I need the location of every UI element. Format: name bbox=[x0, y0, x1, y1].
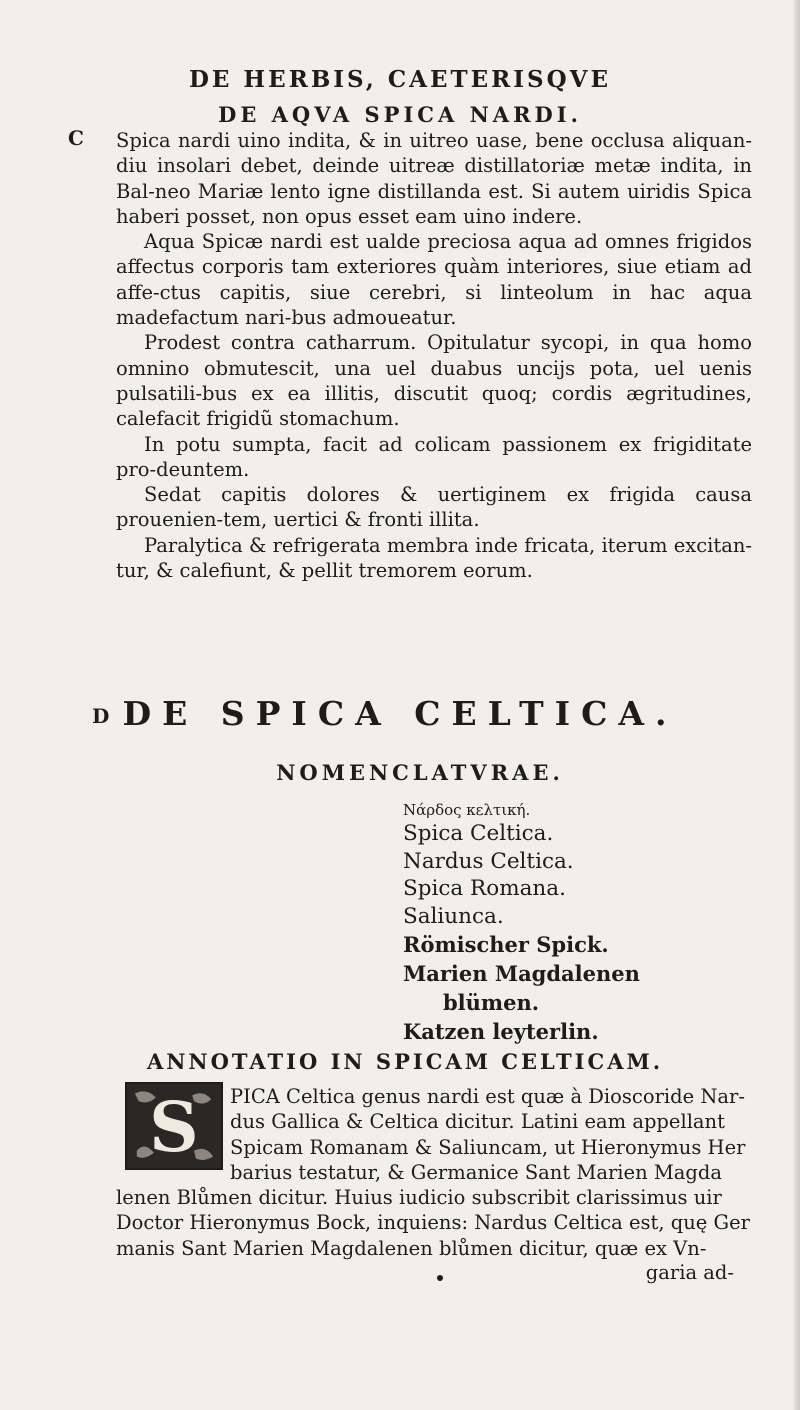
german-name: Katzen leyterlin. bbox=[403, 1019, 599, 1044]
paragraph: Sedat capitis dolores & uertiginem ex frigida causa prouenien-tem, uertici & fronti illita. bbox=[116, 483, 752, 532]
annotation-line: manis Sant Marien Magdalenen blůmen dicitur, quæ ex Vn- bbox=[116, 1236, 707, 1260]
annotation-line: barius testatur, & Germanice Sant Marien Magda bbox=[230, 1160, 723, 1184]
paragraph: Paralytica & refrigerata membra inde fricata, iterum excitan-tur, & calefiunt, & pellit tremorem eorum. bbox=[116, 533, 752, 583]
annotation-line: lenen Blůmen dicitur. Huius iudicio subscribit clarissimus uir bbox=[116, 1186, 722, 1210]
paragraph: In potu sumpta, facit ad colicam passionem ex frigiditate pro-deuntem. bbox=[116, 432, 752, 481]
running-head: DE HERBIS, CAETERISQVE bbox=[188, 66, 612, 93]
names-list bbox=[403, 800, 743, 1046]
annotation-line: PICA Celtica genus nardi est quæ à Dioscoride Nar- bbox=[230, 1085, 745, 1108]
section-title: DE AQVA SPICA NARDI. bbox=[218, 102, 582, 127]
svg-text:S: S bbox=[149, 1086, 199, 1168]
annotation-line: dus Gallica & Celtica dicitur. Latini eam appellant bbox=[230, 1110, 725, 1134]
latin-name: Spica Celtica. bbox=[403, 821, 554, 846]
margin-letter-c: C bbox=[68, 126, 84, 150]
annotation-title: ANNOTATIO IN SPICAM CELTICAM. bbox=[146, 1049, 664, 1074]
paragraph: Spica nardi uino indita, & in uitreo uase, bene occlusa aliquan-diu insolari debet, deinde uitreæ distillatoriæ metæ indita, in Bal-neo Mariæ lento igne distillanda est. Si autem uiridis Spica haberi posset, non opus esset eam uino indere. bbox=[116, 129, 752, 228]
german-name: blümen. bbox=[443, 990, 540, 1015]
german-name: Marien Magdalenen bbox=[403, 961, 640, 986]
catchword: garia ad- bbox=[645, 1261, 734, 1284]
annotation-line: Doctor Hieronymus Bock, inquiens: Nardus Celtica est, quę Ger bbox=[116, 1211, 750, 1235]
nomenclature-title: NOMENCLATVRAE. bbox=[276, 760, 564, 785]
annotation-line: Spicam Romanam & Saliuncam, ut Hieronymus Her bbox=[230, 1135, 746, 1159]
paragraph: Aqua Spicæ nardi est ualde preciosa aqua ad omnes frigidos affectus corporis tam exteriores quàm interiores, siue etiam ad affe-ctus capitis, siue cerebri, si linteolum in hac aqua madefactum nari-bus admoueatur. bbox=[116, 230, 752, 330]
annotation-text bbox=[116, 1084, 752, 1261]
paragraph: Prodest contra catharrum. Opitulatur sycopi, in qua homo omnino obmutescit, una uel duabus uncijs pota, uel uenis pulsatili-bus ex ea illitis, discutit quoq; cordis ægritudines, calefacit frigidũ stomachum. bbox=[116, 331, 752, 431]
print-mark bbox=[437, 1275, 443, 1281]
german-name: Römischer Spick. bbox=[403, 932, 609, 957]
greek-name: Νάρδος κελτική. bbox=[403, 801, 531, 819]
chapter-title: DE SPICA CELTICA. bbox=[122, 694, 678, 733]
margin-letter-d: D bbox=[92, 704, 110, 728]
body-text bbox=[116, 128, 752, 583]
latin-name: Saliunca. bbox=[403, 903, 504, 929]
latin-name: Nardus Celtica. bbox=[403, 848, 574, 874]
latin-name: Spica Romana. bbox=[403, 876, 566, 901]
